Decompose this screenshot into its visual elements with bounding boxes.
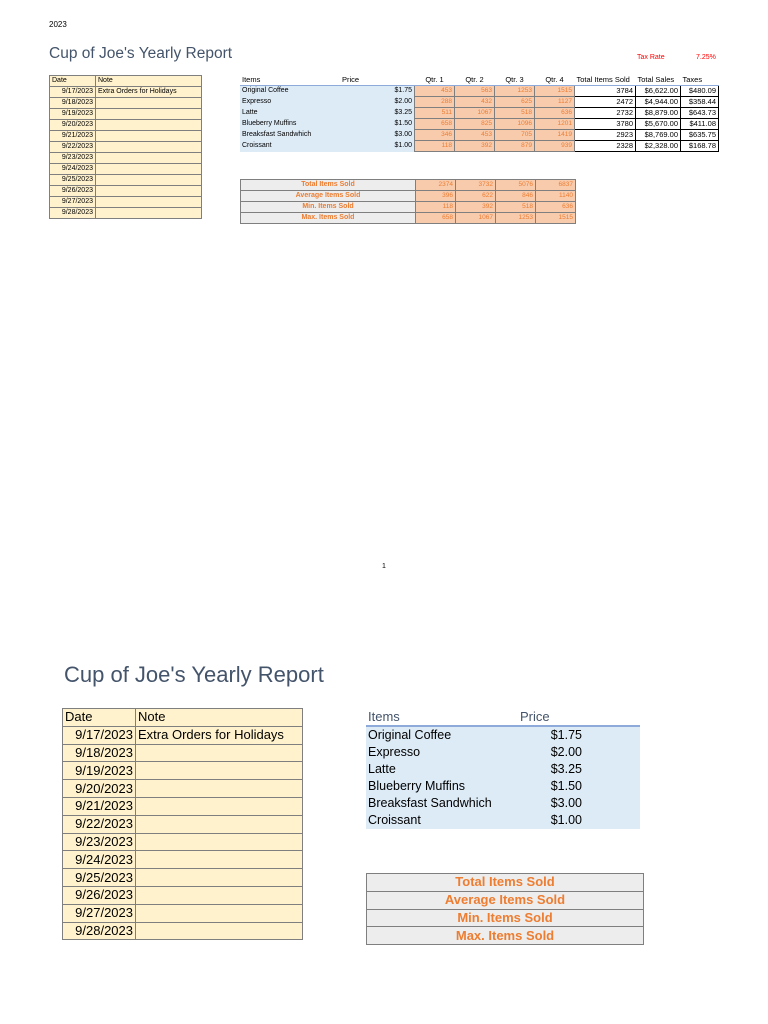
total-items-cell[interactable]: 2328 (575, 141, 636, 152)
note-cell[interactable] (136, 886, 303, 904)
table-header-row (240, 75, 719, 86)
table-row (50, 208, 202, 219)
column-header: Taxes (681, 75, 719, 86)
total-sales-cell[interactable]: $2,328.00 (636, 141, 681, 152)
total-items-cell[interactable]: 3780 (575, 119, 636, 130)
q2-cell[interactable]: 1067 (455, 108, 495, 119)
total-items-cell[interactable]: 3784 (575, 86, 636, 97)
column-header: Qtr. 3 (495, 75, 535, 86)
price-cell[interactable]: $1.50 (340, 119, 415, 130)
column-header: Items (240, 75, 340, 86)
sales-table (240, 75, 719, 152)
stat-label: Max. Items Sold (367, 927, 644, 945)
stat-value[interactable]: 622 (456, 191, 496, 202)
q3-cell[interactable]: 705 (495, 130, 535, 141)
note-cell[interactable] (136, 833, 303, 851)
item-cell[interactable]: Original Coffee (240, 86, 340, 97)
note-cell[interactable] (96, 120, 202, 131)
q2-cell[interactable]: 432 (455, 97, 495, 108)
stat-value[interactable]: 1515 (536, 213, 576, 224)
table-row (50, 109, 202, 120)
date-cell[interactable]: 9/23/2023 (63, 833, 136, 851)
q2-cell[interactable]: 825 (455, 119, 495, 130)
q3-cell[interactable]: 879 (495, 141, 535, 152)
stat-value[interactable]: 1067 (456, 213, 496, 224)
table-row (367, 891, 644, 909)
note-cell[interactable] (136, 869, 303, 887)
column-header: Qtr. 1 (415, 75, 455, 86)
note-cell[interactable] (136, 904, 303, 922)
price-cell[interactable]: $1.00 (520, 812, 640, 829)
page-title-zoomed: Cup of Joe's Yearly Report (64, 662, 324, 687)
table-header-row (63, 709, 303, 727)
item-cell[interactable]: Breaksfast Sandwhich (240, 130, 340, 141)
note-cell[interactable]: Extra Orders for Holidays (96, 87, 202, 98)
total-sales-cell[interactable]: $8,769.00 (636, 130, 681, 141)
stat-value[interactable]: 6837 (536, 180, 576, 191)
table-row (63, 922, 303, 940)
item-cell[interactable]: Expresso (240, 97, 340, 108)
tax-rate-value[interactable]: 7.25% (696, 54, 716, 61)
table-row (50, 131, 202, 142)
column-header: Note (136, 709, 303, 727)
q1-cell[interactable]: 511 (415, 108, 455, 119)
q1-cell[interactable]: 118 (415, 141, 455, 152)
table-row (50, 186, 202, 197)
column-header: Date (63, 709, 136, 727)
q3-cell[interactable]: 518 (495, 108, 535, 119)
q1-cell[interactable]: 658 (415, 119, 455, 130)
q1-cell[interactable]: 453 (415, 86, 455, 97)
table-row (63, 886, 303, 904)
table-row (50, 164, 202, 175)
table-header-row (50, 76, 202, 87)
total-sales-cell[interactable]: $5,670.00 (636, 119, 681, 130)
items-table-zoomed (366, 708, 640, 829)
table-row (63, 851, 303, 869)
date-cell[interactable]: 9/25/2023 (50, 175, 96, 186)
stat-value[interactable]: 396 (416, 191, 456, 202)
table-header-row (366, 708, 640, 726)
stat-label: Total Items Sold (241, 180, 416, 191)
stat-value[interactable]: 118 (416, 202, 456, 213)
q4-cell[interactable]: 1127 (535, 97, 575, 108)
date-cell[interactable]: 9/21/2023 (50, 131, 96, 142)
table-row (50, 142, 202, 153)
note-cell[interactable] (136, 762, 303, 780)
price-cell[interactable]: $1.50 (520, 778, 640, 795)
taxes-cell[interactable]: $643.73 (681, 108, 719, 119)
date-cell[interactable]: 9/18/2023 (50, 98, 96, 109)
stat-value[interactable]: 392 (456, 202, 496, 213)
notes-table-zoomed (62, 708, 303, 940)
date-cell[interactable]: 9/23/2023 (50, 153, 96, 164)
total-items-cell[interactable]: 2472 (575, 97, 636, 108)
column-header: Price (520, 708, 640, 726)
stat-label: Average Items Sold (241, 191, 416, 202)
table-row (50, 153, 202, 164)
table-row (50, 98, 202, 109)
note-cell[interactable] (96, 153, 202, 164)
table-row (50, 175, 202, 186)
table-row (366, 726, 640, 744)
item-cell[interactable]: Blueberry Muffins (240, 119, 340, 130)
date-cell[interactable]: 9/27/2023 (50, 197, 96, 208)
date-cell[interactable]: 9/24/2023 (50, 164, 96, 175)
q4-cell[interactable]: 636 (535, 108, 575, 119)
price-cell[interactable]: $2.00 (520, 744, 640, 761)
stat-value[interactable]: 1140 (536, 191, 576, 202)
stat-value[interactable]: 846 (496, 191, 536, 202)
column-header: Items (366, 708, 520, 726)
note-cell[interactable] (136, 744, 303, 762)
stat-label: Min. Items Sold (241, 202, 416, 213)
table-row (50, 120, 202, 131)
item-cell[interactable]: Latte (366, 761, 520, 778)
total-sales-cell[interactable]: $4,944.00 (636, 97, 681, 108)
column-header: Date (50, 76, 96, 87)
table-row (367, 927, 644, 945)
table-row (241, 202, 576, 213)
total-items-cell[interactable]: 2923 (575, 130, 636, 141)
note-cell[interactable] (96, 109, 202, 120)
note-cell[interactable] (136, 922, 303, 940)
date-cell[interactable]: 9/18/2023 (63, 744, 136, 762)
table-row (366, 761, 640, 778)
q3-cell[interactable]: 625 (495, 97, 535, 108)
table-row (367, 909, 644, 927)
column-header: Price (340, 75, 415, 86)
note-cell[interactable] (136, 815, 303, 833)
report-year: 2023 (49, 20, 67, 29)
price-cell[interactable]: $1.00 (340, 141, 415, 152)
table-row (241, 180, 576, 191)
date-cell[interactable]: 9/28/2023 (63, 922, 136, 940)
page-number: 1 (382, 563, 386, 570)
stat-label: Max. Items Sold (241, 213, 416, 224)
note-cell[interactable] (96, 175, 202, 186)
date-cell[interactable]: 9/21/2023 (63, 797, 136, 815)
q3-cell[interactable]: 1253 (495, 86, 535, 97)
price-cell[interactable]: $3.00 (340, 130, 415, 141)
stat-label: Total Items Sold (367, 874, 644, 892)
table-row (63, 726, 303, 744)
note-cell[interactable]: Extra Orders for Holidays (136, 726, 303, 744)
note-cell[interactable] (96, 98, 202, 109)
item-cell[interactable]: Croissant (240, 141, 340, 152)
total-items-cell[interactable]: 2732 (575, 108, 636, 119)
table-row (63, 744, 303, 762)
page-title: Cup of Joe's Yearly Report (49, 45, 233, 62)
total-sales-cell[interactable]: $8,879.00 (636, 108, 681, 119)
stat-value[interactable]: 2374 (416, 180, 456, 191)
price-cell[interactable]: $2.00 (340, 97, 415, 108)
note-cell[interactable] (96, 131, 202, 142)
price-cell[interactable]: $1.75 (340, 86, 415, 97)
date-cell[interactable]: 9/24/2023 (63, 851, 136, 869)
date-cell[interactable]: 9/27/2023 (63, 904, 136, 922)
date-cell[interactable]: 9/20/2023 (63, 780, 136, 798)
table-row (50, 87, 202, 98)
table-row (63, 833, 303, 851)
table-row (366, 812, 640, 829)
item-cell[interactable]: Original Coffee (366, 726, 520, 744)
stat-label: Average Items Sold (367, 891, 644, 909)
price-cell[interactable]: $1.75 (520, 726, 640, 744)
date-cell[interactable]: 9/26/2023 (63, 886, 136, 904)
table-row (240, 97, 719, 108)
date-cell[interactable]: 9/25/2023 (63, 869, 136, 887)
table-row (366, 744, 640, 761)
table-row (50, 197, 202, 208)
q2-cell[interactable]: 453 (455, 130, 495, 141)
total-sales-cell[interactable]: $6,622.00 (636, 86, 681, 97)
table-row (240, 130, 719, 141)
item-cell[interactable]: Expresso (366, 744, 520, 761)
stat-value[interactable]: 1253 (496, 213, 536, 224)
table-row (240, 108, 719, 119)
note-cell[interactable] (136, 851, 303, 869)
table-row (240, 86, 719, 97)
q2-cell[interactable]: 392 (455, 141, 495, 152)
stat-value[interactable]: 518 (496, 202, 536, 213)
note-cell[interactable] (96, 186, 202, 197)
table-row (63, 762, 303, 780)
note-cell[interactable] (136, 797, 303, 815)
taxes-cell[interactable]: $480.09 (681, 86, 719, 97)
column-header: Qtr. 4 (535, 75, 575, 86)
taxes-cell[interactable]: $358.44 (681, 97, 719, 108)
table-row (240, 119, 719, 130)
table-row (63, 904, 303, 922)
table-row (63, 780, 303, 798)
table-row (366, 795, 640, 812)
q4-cell[interactable]: 1201 (535, 119, 575, 130)
stat-label: Min. Items Sold (367, 909, 644, 927)
stat-value[interactable]: 636 (536, 202, 576, 213)
q1-cell[interactable]: 346 (415, 130, 455, 141)
q4-cell[interactable]: 1419 (535, 130, 575, 141)
stat-value[interactable]: 3732 (456, 180, 496, 191)
taxes-cell[interactable]: $635.75 (681, 130, 719, 141)
q4-cell[interactable]: 1515 (535, 86, 575, 97)
item-cell[interactable]: Breaksfast Sandwhich (366, 795, 520, 812)
column-header: Total Items Sold (575, 75, 636, 86)
stats-table-zoomed (366, 873, 644, 945)
column-header: Total Sales (636, 75, 681, 86)
stat-value[interactable]: 658 (416, 213, 456, 224)
table-row (240, 141, 719, 152)
item-cell[interactable]: Blueberry Muffins (366, 778, 520, 795)
date-cell[interactable]: 9/17/2023 (50, 87, 96, 98)
notes-table (49, 75, 202, 219)
item-cell[interactable]: Croissant (366, 812, 520, 829)
table-row (367, 874, 644, 892)
note-cell[interactable] (96, 142, 202, 153)
column-header: Note (96, 76, 202, 87)
table-row (241, 191, 576, 202)
tax-rate-label: Tax Rate (637, 54, 665, 61)
note-cell[interactable] (96, 164, 202, 175)
date-cell[interactable]: 9/22/2023 (50, 142, 96, 153)
note-cell[interactable] (96, 197, 202, 208)
note-cell[interactable] (136, 780, 303, 798)
table-row (63, 869, 303, 887)
column-header: Qtr. 2 (455, 75, 495, 86)
stats-table (240, 179, 576, 224)
q2-cell[interactable]: 563 (455, 86, 495, 97)
date-cell[interactable]: 9/20/2023 (50, 120, 96, 131)
stat-value[interactable]: 5076 (496, 180, 536, 191)
q3-cell[interactable]: 1096 (495, 119, 535, 130)
table-row (63, 815, 303, 833)
q1-cell[interactable]: 288 (415, 97, 455, 108)
taxes-cell[interactable]: $168.78 (681, 141, 719, 152)
date-cell[interactable]: 9/17/2023 (63, 726, 136, 744)
note-cell[interactable] (96, 208, 202, 219)
table-row (241, 213, 576, 224)
item-cell[interactable]: Latte (240, 108, 340, 119)
table-row (63, 797, 303, 815)
price-cell[interactable]: $3.25 (340, 108, 415, 119)
price-cell[interactable]: $3.25 (520, 761, 640, 778)
date-cell[interactable]: 9/22/2023 (63, 815, 136, 833)
date-cell[interactable]: 9/19/2023 (50, 109, 96, 120)
price-cell[interactable]: $3.00 (520, 795, 640, 812)
q4-cell[interactable]: 939 (535, 141, 575, 152)
date-cell[interactable]: 9/19/2023 (63, 762, 136, 780)
date-cell[interactable]: 9/26/2023 (50, 186, 96, 197)
taxes-cell[interactable]: $411.08 (681, 119, 719, 130)
date-cell[interactable]: 9/28/2023 (50, 208, 96, 219)
table-row (366, 778, 640, 795)
